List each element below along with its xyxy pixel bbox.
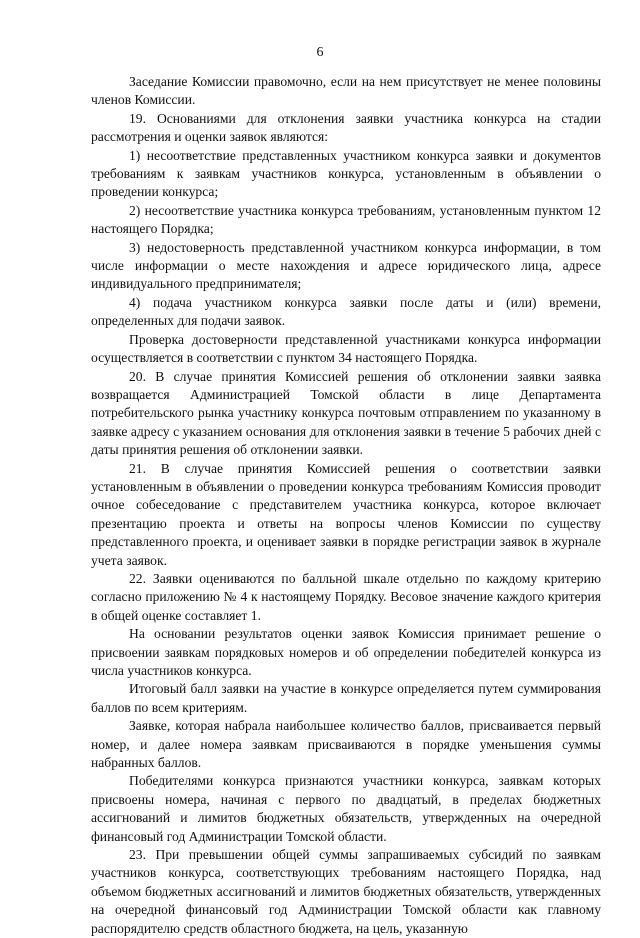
paragraph-quorum: Заседание Комиссии правомочно, если на нем присутствует не менее половины членов Комиссии. <box>91 74 601 108</box>
paragraph-23-excess-subsidies: 23. При превышении общей суммы запрашиваемых субсидий по заявкам участников конкурса, соответствующих требованиям настоящего Порядка, над объемом бюджетных ассигнований и лимитов бюджетных обязательств, утвержденных на очередной финансовый год Администрации Томской области как главному распорядителю средств областного бюджета, на цель, указанную <box>91 847 601 936</box>
paragraph-total-score: Итоговый балл заявки на участие в конкурсе определяется путем суммирования баллов по всем критериям. <box>91 681 601 715</box>
paragraph-20-return-of-application: 20. В случае принятия Комиссией решения об отклонении заявки заявка возвращается Администрацией Томской области в лице Департамента потребительского рынка участнику конкурса почтовым отправлением по указанному в заявке адресу с указанием основания для отклонения заявки в течение 5 рабочих дней с даты принятия решения об отклонении заявки. <box>91 368 601 458</box>
paragraph-22-scoring: 22. Заявки оцениваются по балльной шкале отдельно по каждому критерию согласно приложению № 4 к настоящему Порядку. Весовое значение каждого критерия в общей оценке составляет 1. <box>91 570 601 623</box>
paragraph-19-item-2: 2) несоответствие участника конкурса требованиям, установленным пунктом 12 настоящего Порядка; <box>91 202 601 237</box>
paragraph-19-rejection-grounds: 19. Основаниями для отклонения заявки участника конкурса на стадии рассмотрения и оценки заявок являются: <box>91 110 601 145</box>
paragraph-19-item-4: 4) подача участником конкурса заявки после даты и (или) времени, определенных для подачи заявок. <box>91 294 601 329</box>
document-body <box>91 73 601 938</box>
paragraph-21-interview: 21. В случае принятия Комиссией решения о соответствии заявки установленным в объявлении о проведении конкурса требованиям Комиссия проводит очное собеседование с представителем участника конкурса, которое включает презентацию проекта и ответы на вопросы членов Комиссии по существу представленного проекта, и оценивает заявки в порядке регистрации заявок в журнале учета заявок. <box>91 460 601 568</box>
page-number: 6 <box>316 45 324 60</box>
paragraph-verification: Проверка достоверности представленной участниками конкурса информации осуществляется в соответствии с пунктом 34 настоящего Порядка. <box>91 331 601 366</box>
paragraph-winners: Победителями конкурса признаются участники конкурса, заявкам которых присвоены номера, начиная с первого по двадцатый, в пределах бюджетных ассигнований и лимитов бюджетных обязательств, утвержденных на очередной финансовый год Администрации Томской области. <box>91 773 601 844</box>
paragraph-19-item-1: 1) несоответствие представленных участником конкурса заявки и документов требованиям к заявкам участников конкурса, установленным в объявлении о проведении конкурса; <box>91 147 601 200</box>
paragraph-ranking-decision: На основании результатов оценки заявок Комиссия принимает решение о присвоении заявкам порядковых номеров и об определении победителей конкурса из числа участников конкурса. <box>91 626 601 678</box>
paragraph-numbering: Заявке, которая набрала наибольшее количество баллов, присваивается первый номер, и далее номера заявкам присваиваются в порядке уменьшения суммы набранных баллов. <box>91 718 601 771</box>
paragraph-19-item-3: 3) недостоверность представленной участником конкурса информации, в том числе информации о месте нахождения и адресе юридического лица, адресе индивидуального предпринимателя; <box>91 239 601 292</box>
